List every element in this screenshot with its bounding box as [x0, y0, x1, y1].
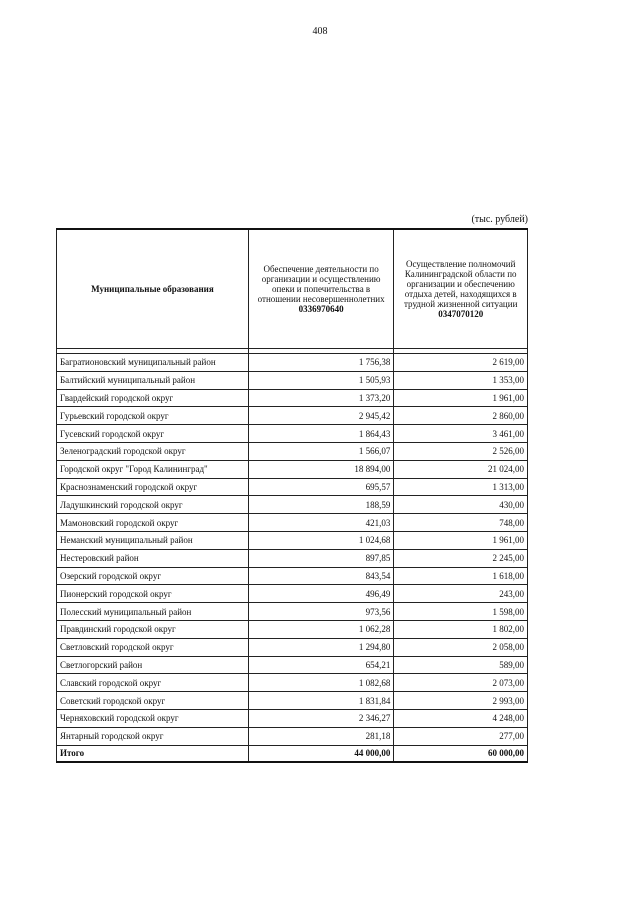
guardianship-value: 843,54 [248, 567, 394, 585]
total-label: Итого [57, 745, 249, 762]
guardianship-value: 1 756,38 [248, 354, 394, 372]
child-rest-value: 1 961,00 [394, 531, 528, 549]
table-row [57, 354, 528, 372]
table-row [57, 496, 528, 514]
municipality-name: Мамоновский городской округ [57, 514, 249, 532]
child-rest-value: 2 526,00 [394, 442, 528, 460]
guardianship-value: 2 346,27 [248, 709, 394, 727]
units-label: (тыс. рублей) [471, 214, 528, 225]
child-rest-value: 2 860,00 [394, 407, 528, 425]
table-row [57, 442, 528, 460]
table-row [57, 514, 528, 532]
municipality-name: Светлогорский район [57, 656, 249, 674]
total-row [57, 745, 528, 762]
municipality-name: Багратионовский муниципальный район [57, 354, 249, 372]
table-row [57, 460, 528, 478]
municipality-name: Полесский муниципальный район [57, 603, 249, 621]
child-rest-value: 277,00 [394, 727, 528, 745]
guardianship-value: 188,59 [248, 496, 394, 514]
header-municipality: Муниципальные образования [57, 229, 249, 349]
header-guardianship [248, 229, 394, 349]
table-row [57, 692, 528, 710]
guardianship-value: 18 894,00 [248, 460, 394, 478]
table-row [57, 620, 528, 638]
child-rest-value: 1 313,00 [394, 478, 528, 496]
guardianship-value: 1 505,93 [248, 371, 394, 389]
municipality-name: Неманский муниципальный район [57, 531, 249, 549]
child-rest-value: 4 248,00 [394, 709, 528, 727]
guardianship-value: 1 294,80 [248, 638, 394, 656]
child-rest-value: 243,00 [394, 585, 528, 603]
municipality-name: Янтарный городской округ [57, 727, 249, 745]
guardianship-value: 281,18 [248, 727, 394, 745]
table-row [57, 585, 528, 603]
guardianship-value: 897,85 [248, 549, 394, 567]
table-row [57, 709, 528, 727]
guardianship-value: 973,56 [248, 603, 394, 621]
municipality-name: Советский городской округ [57, 692, 249, 710]
guardianship-value: 654,21 [248, 656, 394, 674]
child-rest-value: 2 058,00 [394, 638, 528, 656]
municipality-name: Правдинский городской округ [57, 620, 249, 638]
budget-table [56, 228, 528, 763]
municipality-name: Городской округ "Город Калининград" [57, 460, 249, 478]
guardianship-value: 1 082,68 [248, 674, 394, 692]
municipality-name: Нестеровский район [57, 549, 249, 567]
municipality-name: Гусевский городской округ [57, 425, 249, 443]
guardianship-value: 1 373,20 [248, 389, 394, 407]
table-row [57, 727, 528, 745]
guardianship-value: 496,49 [248, 585, 394, 603]
guardianship-value: 1 831,84 [248, 692, 394, 710]
table-body [57, 349, 528, 746]
guardianship-value: 1 864,43 [248, 425, 394, 443]
guardianship-value: 1 566,07 [248, 442, 394, 460]
guardianship-value: 2 945,42 [248, 407, 394, 425]
guardianship-value: 421,03 [248, 514, 394, 532]
municipality-name: Гурьевский городской округ [57, 407, 249, 425]
table-row [57, 603, 528, 621]
municipality-name: Светловский городской округ [57, 638, 249, 656]
header-child-rest [394, 229, 528, 349]
child-rest-value: 430,00 [394, 496, 528, 514]
header-child-rest-text: Осуществление полномочий Калининградской области по организации и обеспечению отдыха детей, находящихся в трудной жизненной ситуации [404, 259, 518, 309]
child-rest-value: 2 245,00 [394, 549, 528, 567]
child-rest-value: 1 618,00 [394, 567, 528, 585]
municipality-name: Славский городской округ [57, 674, 249, 692]
municipality-name: Черняховский городской округ [57, 709, 249, 727]
municipality-name: Ладушкинский городской округ [57, 496, 249, 514]
total-guardianship: 44 000,00 [248, 745, 394, 762]
municipality-name: Пионерский городской округ [57, 585, 249, 603]
child-rest-value: 589,00 [394, 656, 528, 674]
header-child-rest-code: 0347070120 [438, 309, 484, 319]
municipality-name: Балтийский муниципальный район [57, 371, 249, 389]
total-child-rest: 60 000,00 [394, 745, 528, 762]
table-row [57, 407, 528, 425]
table-row [57, 478, 528, 496]
child-rest-value: 1 961,00 [394, 389, 528, 407]
municipality-name: Озерский городской округ [57, 567, 249, 585]
guardianship-value: 695,57 [248, 478, 394, 496]
page-number: 408 [312, 26, 328, 37]
municipality-name: Краснознаменский городской округ [57, 478, 249, 496]
guardianship-value: 1 024,68 [248, 531, 394, 549]
child-rest-value: 21 024,00 [394, 460, 528, 478]
table-row [57, 674, 528, 692]
child-rest-value: 2 993,00 [394, 692, 528, 710]
child-rest-value: 748,00 [394, 514, 528, 532]
child-rest-value: 2 073,00 [394, 674, 528, 692]
header-guardianship-code: 0336970640 [298, 304, 344, 314]
header-guardianship-text: Обеспечение деятельности по организации и осуществлению опеки и попечительства в отношении несовершеннолетних [257, 264, 385, 304]
child-rest-value: 1 802,00 [394, 620, 528, 638]
table-row [57, 656, 528, 674]
child-rest-value: 1 353,00 [394, 371, 528, 389]
guardianship-value: 1 062,28 [248, 620, 394, 638]
child-rest-value: 2 619,00 [394, 354, 528, 372]
table-row [57, 371, 528, 389]
table-row [57, 389, 528, 407]
table-row [57, 638, 528, 656]
municipality-name: Зеленоградский городской округ [57, 442, 249, 460]
child-rest-value: 1 598,00 [394, 603, 528, 621]
table-row [57, 425, 528, 443]
municipality-name: Гвардейский городской округ [57, 389, 249, 407]
table-row [57, 549, 528, 567]
table-row [57, 531, 528, 549]
header-row [57, 229, 528, 349]
child-rest-value: 3 461,00 [394, 425, 528, 443]
table-row [57, 567, 528, 585]
